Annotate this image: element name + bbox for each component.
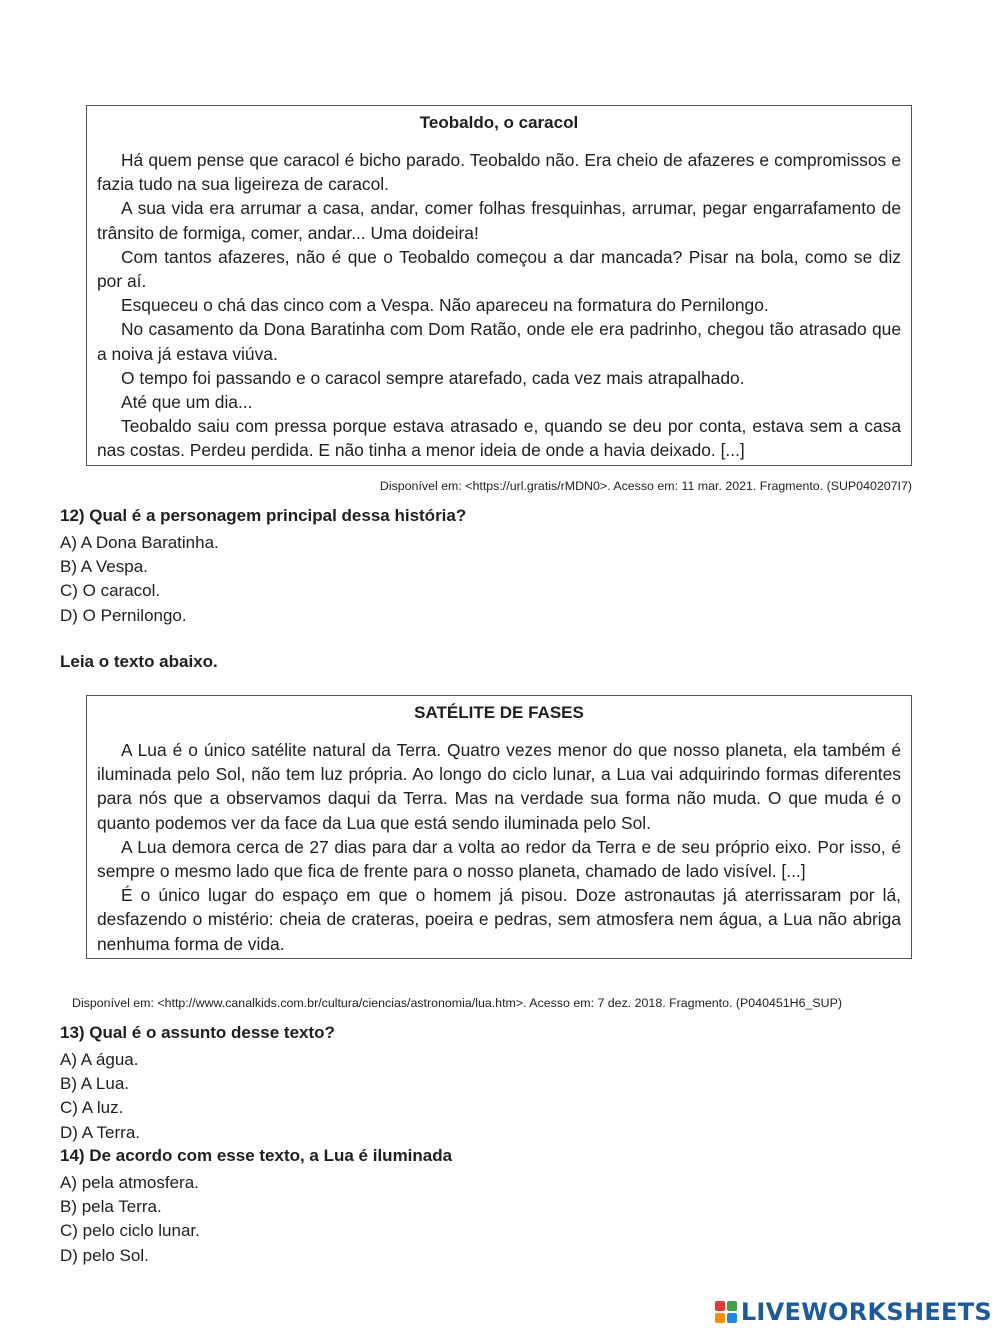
liveworksheets-mark-icon	[715, 1301, 737, 1323]
option-d[interactable]: D) O Pernilongo.	[60, 605, 187, 625]
text1-paragraph: Há quem pense que caracol é bicho parado. Teobaldo não. Era cheio de afazeres e compromissos e fazia tudo na sua ligeireza de caracol.	[97, 150, 901, 195]
text1-paragraph: Esqueceu o chá das cinco com a Vespa. Não apareceu na formatura do Pernilongo.	[121, 295, 769, 316]
text2-box	[86, 695, 912, 959]
text2-source: Disponível em: <http://www.canalkids.com.br/cultura/ciencias/astronomia/lua.htm>. Acesso em: 7 dez. 2018. Fragmento. (P040451H6_SUP)	[72, 996, 842, 1010]
option-b[interactable]: B) A Vespa.	[60, 557, 148, 577]
liveworksheets-logo	[715, 1298, 992, 1326]
question-14: 14) De acordo com esse texto, a Lua é iluminada	[60, 1146, 453, 1165]
logo-square	[715, 1301, 725, 1311]
option-d[interactable]: D) pelo Sol.	[60, 1245, 149, 1265]
text2-paragraph: A Lua demora cerca de 27 dias para dar a volta ao redor da Terra e de seu próprio eixo. Por isso, é sempre o mesmo lado que fica de frente para o nosso planeta, chamado de lado visível. [...]	[97, 836, 901, 882]
text2-title: SATÉLITE DE FASES	[414, 703, 584, 722]
instruction: Leia o texto abaixo.	[60, 652, 218, 671]
text1-paragraph: Com tantos afazeres, não é que o Teobaldo começou a dar mancada? Pisar na bola, como se diz por aí.	[97, 246, 901, 292]
logo-square	[727, 1301, 737, 1311]
option-a[interactable]: A) A água.	[60, 1050, 139, 1069]
question-12-options	[60, 531, 219, 628]
text1-source: Disponível em: <https://url.gratis/rMDN0>. Acesso em: 11 mar. 2021. Fragmento. (SUP040207I7)	[379, 479, 912, 493]
text1-box	[86, 105, 912, 466]
option-a[interactable]: A) pela atmosfera.	[60, 1173, 199, 1192]
option-b[interactable]: B) pela Terra.	[60, 1197, 162, 1217]
option-c[interactable]: C) A luz.	[60, 1098, 124, 1118]
question-14-options	[60, 1171, 200, 1268]
text1-paragraph: A sua vida era arrumar a casa, andar, comer folhas fresquinhas, arrumar, pegar engarrafamento de trânsito de formiga, comer, andar... Uma doideira!	[97, 198, 901, 243]
logo-square	[715, 1313, 725, 1323]
question-13-options	[60, 1048, 140, 1145]
logo-square	[727, 1313, 737, 1323]
option-b[interactable]: B) A Lua.	[60, 1074, 129, 1094]
question-13: 13) Qual é o assunto desse texto?	[60, 1023, 335, 1042]
text1-paragraph: O tempo foi passando e o caracol sempre atarefado, cada vez mais atrapalhado.	[121, 367, 745, 388]
text1-paragraph: Até que um dia...	[121, 392, 253, 413]
option-c[interactable]: C) O caracol.	[60, 581, 161, 601]
option-a[interactable]: A) A Dona Baratinha.	[60, 533, 219, 552]
text1-paragraph: No casamento da Dona Baratinha com Dom Ratão, onde ele era padrinho, chegou tão atrasado que a noiva já estava viúva.	[97, 319, 901, 364]
question-12: 12) Qual é a personagem principal dessa história?	[60, 506, 467, 525]
option-d[interactable]: D) A Terra.	[60, 1122, 140, 1142]
text1-title: Teobaldo, o caracol	[419, 113, 579, 132]
text2-paragraph: A Lua é o único satélite natural da Terra. Quatro vezes menor do que nosso planeta, ela também é iluminada pelo Sol, não tem luz própria. Ao longo do ciclo lunar, a Lua vai adquirindo formas diferentes para nós que a observamos daqui da Terra. Mas na verdade sua forma não muda. O que muda é o quanto podemos ver da face da Lua que está sendo iluminada pelo Sol.	[97, 740, 901, 833]
liveworksheets-wordmark: LIVEWORKSHEETS	[740, 1298, 992, 1326]
option-c[interactable]: C) pelo ciclo lunar.	[60, 1221, 200, 1241]
text1-paragraph: Teobaldo saiu com pressa porque estava atrasado e, quando se deu por conta, estava sem a casa nas costas. Perdeu perdida. E não tinha a menor ideia de onde a havia deixado. [...]	[97, 416, 901, 461]
text2-paragraph: É o único lugar do espaço em que o homem já pisou. Doze astronautas já aterrissaram por lá, desfazendo o mistério: cheia de crateras, poeira e pedras, sem atmosfera nem água, a Lua não abriga nenhuma forma de vida.	[97, 885, 901, 954]
